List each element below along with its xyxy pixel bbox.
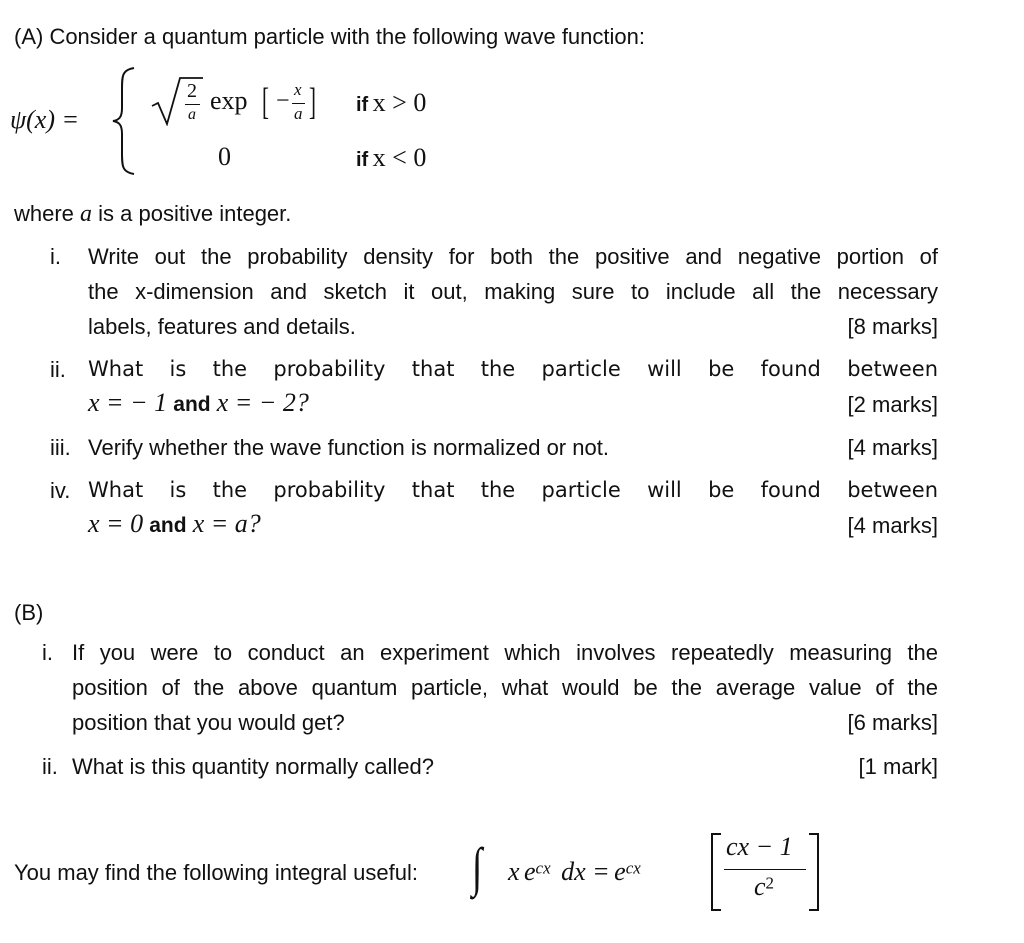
- question-line: What is the probability that the particle will be found between: [88, 357, 938, 381]
- x-over-a-denominator: a: [294, 104, 303, 123]
- question-number: iv.: [50, 478, 71, 503]
- marks-label: [4 marks]: [847, 435, 938, 460]
- marks-label: [8 marks]: [847, 314, 938, 339]
- integral-sign: ∫: [472, 837, 483, 897]
- integral-fraction-bar: [724, 869, 806, 870]
- integral-numerator: cx − 1: [726, 832, 793, 861]
- case-1-condition: if x > 0: [356, 88, 427, 117]
- question-line: labels, features and details.: [88, 314, 356, 339]
- question-line: Verify whether the wave function is normalized or not.: [88, 435, 609, 460]
- question-line: position of the above quantum particle, what would be the average value of the: [72, 675, 938, 700]
- question-number: ii.: [42, 754, 58, 779]
- minus-sign: −: [276, 88, 290, 114]
- marks-label: [2 marks]: [847, 392, 938, 417]
- integral-denominator: $c^2$: [754, 872, 775, 901]
- integral-bracket-right: [806, 832, 822, 912]
- question-number: iii.: [50, 435, 71, 460]
- integral-bracket-left: [708, 832, 724, 912]
- question-math-line: x = − 1 and x = − 2?: [88, 388, 309, 417]
- question-number: i.: [42, 640, 53, 665]
- integral-integrand: x $e^{cx}$ dx = $e^{cx}$: [508, 857, 641, 886]
- sqrt-fraction-denominator: a: [188, 106, 196, 123]
- bracket-left: [: [262, 81, 269, 123]
- question-math-line: x = 0 and x = a?: [88, 509, 261, 538]
- case-2-value: 0: [218, 142, 231, 171]
- question-line: What is the probability that the particle will be found between: [88, 478, 938, 502]
- marks-label: [6 marks]: [847, 710, 938, 735]
- x-over-a-numerator: x: [294, 80, 302, 99]
- part-a-heading: (A) Consider a quantum particle with the following wave function:: [14, 24, 645, 49]
- left-brace: [110, 66, 140, 176]
- sqrt-fraction-numerator: 2: [187, 80, 197, 102]
- question-line: position that you would get?: [72, 710, 345, 735]
- where-statement: where a is a positive integer.: [14, 201, 292, 227]
- bracket-right: ]: [309, 81, 316, 123]
- marks-label: [4 marks]: [847, 513, 938, 538]
- part-b-heading: (B): [14, 600, 44, 625]
- marks-label: [1 mark]: [858, 754, 938, 779]
- question-number: ii.: [50, 357, 66, 382]
- question-line: Write out the probability density for both the positive and negative portion of: [88, 244, 938, 269]
- question-line: If you were to conduct an experiment which involves repeatedly measuring the: [72, 640, 938, 665]
- question-number: i.: [50, 244, 61, 269]
- sqrt-fraction-bar: [185, 104, 200, 105]
- case-2-condition: if x < 0: [356, 143, 427, 172]
- integral-label: You may find the following integral useful:: [14, 860, 418, 885]
- exp-function: exp: [210, 86, 248, 115]
- psi-lhs: ψ(x) =: [10, 105, 80, 134]
- question-line: What is this quantity normally called?: [72, 754, 434, 779]
- question-line: the x-dimension and sketch it out, making sure to include all the necessary: [88, 279, 938, 304]
